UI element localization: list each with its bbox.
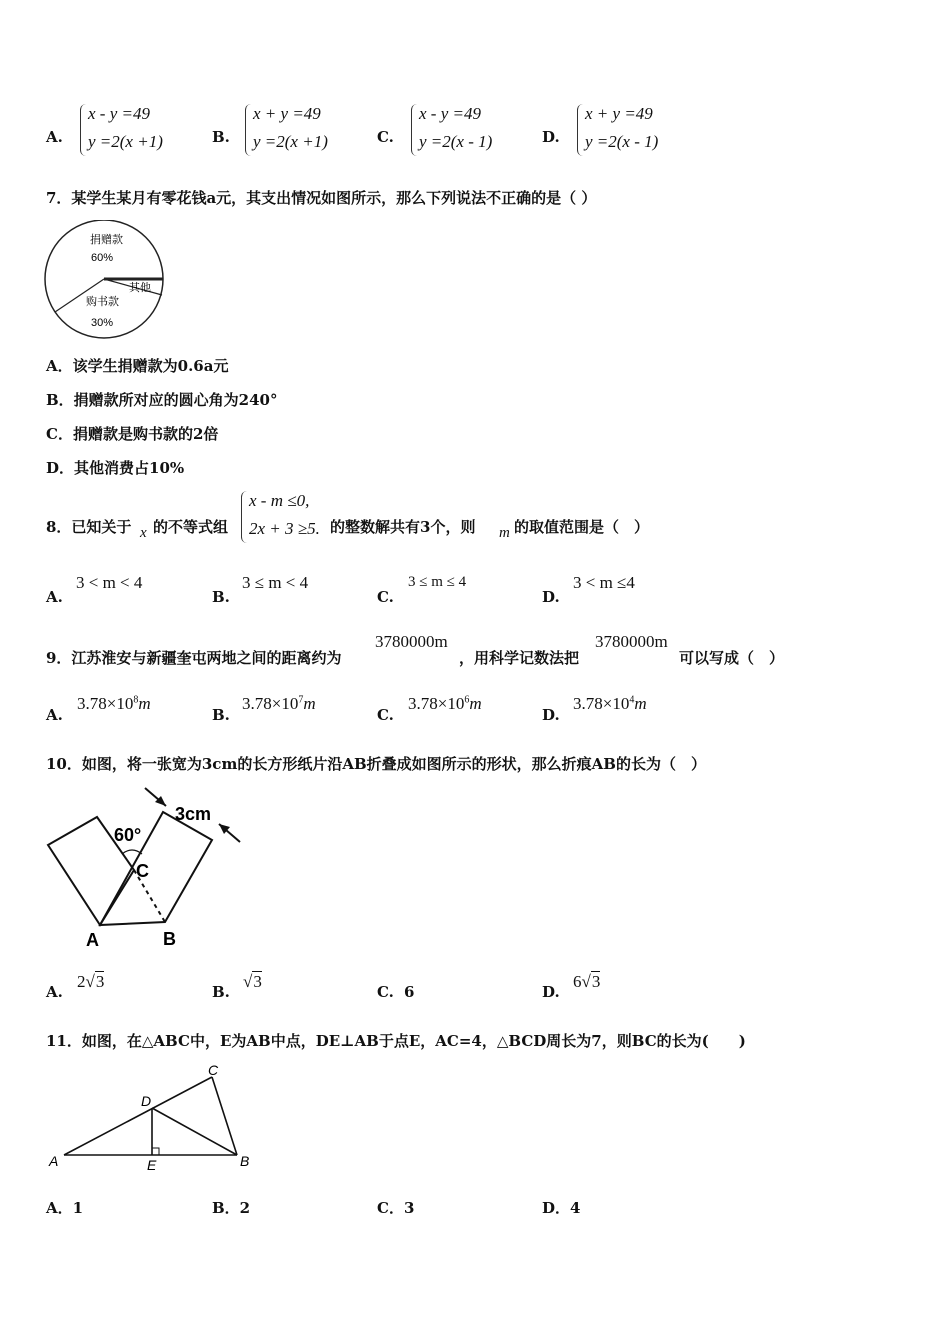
q6-option-a-system (80, 102, 200, 158)
q8-mid: 的不等式组 (153, 518, 229, 536)
q10-option-d-expr: 6√3 (573, 972, 601, 991)
point-b-label: B (240, 1153, 250, 1169)
point-b-label: B (163, 929, 176, 949)
q9-option-b-label: B. (212, 706, 230, 724)
brace (80, 104, 87, 156)
brace (411, 104, 418, 156)
pie-donation-label: 捐赠款 (90, 234, 123, 246)
q7-option-d: D．其他消费占10% (46, 459, 185, 477)
q10-option-b-expr: √3 (243, 972, 262, 991)
q11-option-c: C．3 (377, 1199, 415, 1217)
q8-var-m: m (499, 525, 510, 541)
q7-option-a: A．该学生捐赠款为0.6a元 (46, 357, 229, 375)
q9-option-c-label: C. (377, 706, 394, 724)
q9-mid: ，用科学记数法把 (459, 649, 580, 667)
q11-option-a: A．1 (46, 1199, 84, 1217)
q11-triangle-figure (44, 1060, 264, 1175)
pie-donation-pct: 60% (91, 252, 114, 264)
q9-value-1: 3780000m (375, 632, 448, 651)
brace (241, 491, 248, 543)
point-c-label: C (208, 1062, 219, 1078)
q9-end: 可以写成（ ） (679, 649, 785, 667)
q11-option-b: B．2 (212, 1199, 251, 1217)
q8-option-a-expr: 3 < m < 4 (76, 573, 143, 592)
equation: y =2(x - 1) (585, 132, 659, 151)
q10-folded-paper-figure (42, 782, 252, 952)
q9-option-c-expr: $3.78\times 10^6m$ (408, 694, 482, 713)
point-e-label: E (147, 1157, 157, 1173)
pie-other-label: 其他 (129, 282, 151, 294)
q8-end: 的取值范围是（ ） (514, 518, 650, 536)
equation: y =2(x +1) (88, 132, 163, 151)
q11-option-d: D．4 (542, 1199, 581, 1217)
q9-option-a-label: A. (46, 706, 63, 724)
equation: x + y =49 (585, 104, 653, 123)
equation: x - y =49 (88, 104, 150, 123)
q8-suffix: 的整数解共有3个，则 (330, 518, 476, 536)
q6-option-b-system (245, 102, 365, 158)
point-a-label: A (49, 1153, 59, 1169)
equation: y =2(x - 1) (419, 132, 493, 151)
inequality: 2x + 3 ≥5. (249, 519, 320, 538)
q10-option-a-expr: 2√3 (77, 972, 105, 991)
q9-value-2: 3780000m (595, 632, 668, 651)
q6-option-c-label: C. (377, 128, 394, 146)
right-angle-mark (152, 1148, 159, 1155)
brace (245, 104, 252, 156)
q8-option-d-expr: 3 < m ≤4 (573, 573, 635, 592)
point-a-label: A (86, 930, 99, 950)
q10-option-c-value: 6 (404, 983, 415, 1001)
q9-prefix: 9．江苏淮安与新疆奎屯两地之间的距离约为 (46, 649, 342, 667)
q9-option-d-label: D. (542, 706, 560, 724)
q11-stem: 11．如图，在△ABC中，E为AB中点，DE⊥AB于点E，AC=4，△BCD周长为7，则BC的长为( ) (46, 1032, 746, 1050)
q10-option-c-label: C. (377, 983, 394, 1001)
q10-stem: 10．如图，将一张宽为3cm的长方形纸片沿AB折叠成如图所示的形状，那么折痕AB的长为（ ） (46, 755, 706, 773)
q7-option-c: C．捐赠款是购书款的2倍 (46, 425, 219, 443)
segment-ac (64, 1077, 212, 1155)
q10-option-b-label: B. (212, 983, 230, 1001)
q6-option-b-label: B. (212, 128, 230, 146)
brace (577, 104, 584, 156)
q8-prefix: 8．已知关于 (46, 518, 132, 536)
q10-option-d-label: D. (542, 983, 560, 1001)
equation: x + y =49 (253, 104, 321, 123)
q6-option-a-label: A. (46, 128, 63, 146)
q7-stem: 7．某学生某月有零花钱a元，其支出情况如图所示，那么下列说法不正确的是（ ） (46, 189, 597, 207)
q6-option-c-system (411, 102, 531, 158)
q8-inequality-system (241, 489, 331, 545)
point-d-label: D (141, 1093, 152, 1109)
angle-label: 60° (114, 825, 142, 845)
pie-book-pct: 30% (91, 317, 114, 329)
pie-book-label: 购书款 (86, 296, 119, 308)
q8-option-a-label: A. (46, 588, 63, 606)
q7-pie-chart (42, 220, 168, 342)
q8-option-d-label: D. (542, 588, 560, 606)
q8-option-c-expr: 3 ≤ m ≤ 4 (408, 574, 467, 590)
width-label: 3cm (175, 804, 212, 824)
q9-option-a-expr: $3.78\times 10^8m$ (77, 694, 151, 713)
q7-option-b: B．捐赠款所对应的圆心角为240° (46, 391, 278, 409)
point-c-label: C (136, 861, 149, 881)
equation: x - y =49 (419, 104, 481, 123)
q8-var-x: x (140, 525, 147, 541)
q6-option-d-system (577, 102, 697, 158)
q8-option-b-expr: 3 ≤ m < 4 (242, 573, 309, 592)
q8-option-c-label: C. (377, 588, 394, 606)
q9-option-b-expr: $3.78\times 10^7m$ (242, 694, 316, 713)
q10-option-a-label: A. (46, 983, 63, 1001)
q6-option-d-label: D. (542, 128, 560, 146)
q8-option-b-label: B. (212, 588, 230, 606)
q9-option-d-expr: $3.78\times 10^4m$ (573, 694, 647, 713)
inequality: x - m ≤0, (249, 491, 310, 510)
equation: y =2(x +1) (253, 132, 328, 151)
